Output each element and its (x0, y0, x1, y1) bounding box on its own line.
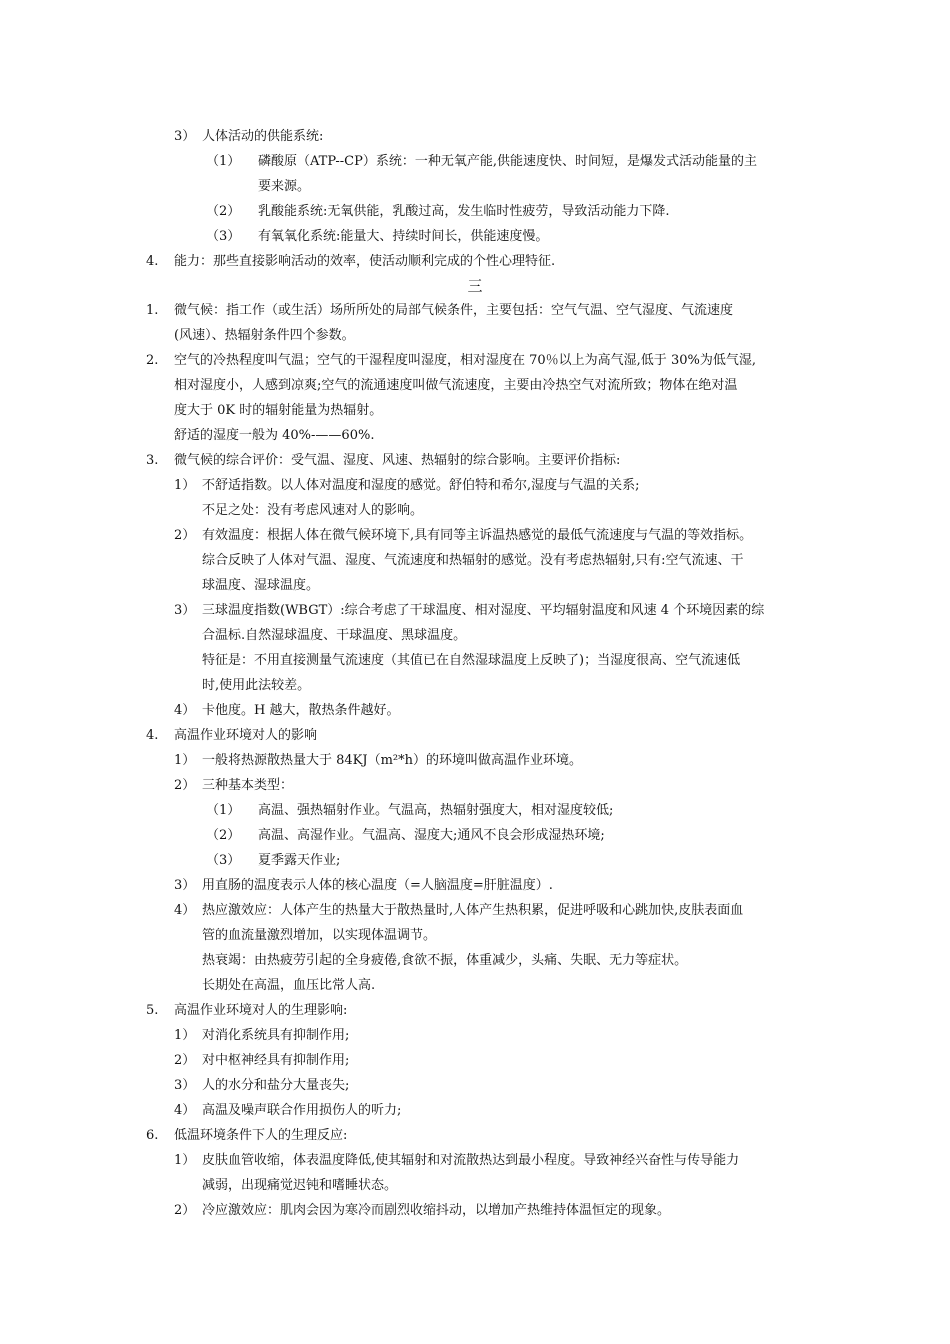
list-number: 2） (174, 1203, 196, 1218)
text-line: 夏季露天作业; (258, 853, 341, 868)
list-number: 5. (146, 1003, 159, 1018)
text-line: 三球温度指数(WBGT）:综合考虑了干球温度、相对湿度、平均辐射温度和风速 4 个环境因素的综 (202, 603, 765, 618)
text-line: 磷酸原（ATP--CP）系统：一种无氧产能,供能速度快、时间短，是爆发式活动能量的主 (258, 154, 757, 169)
list-number: 2. (146, 353, 159, 368)
list-number: （1） (206, 154, 241, 169)
text-line: 有氧氧化系统:能量大、持续时间长，供能速度慢。 (258, 229, 549, 244)
list-number: 1. (146, 303, 159, 318)
text-line: 长期处在高温，血压比常人高. (202, 978, 376, 993)
text-line: 微气候的综合评价：受气温、湿度、风速、热辐射的综合影响。主要评价指标: (174, 453, 621, 468)
list-number: 3） (174, 129, 196, 144)
text-line: 对中枢神经具有抑制作用; (202, 1053, 350, 1068)
list-number: 1） (174, 478, 196, 493)
text-line: 高温作业环境对人的影响 (174, 728, 318, 743)
text-line: 有效温度：根据人体在微气候环境下,具有同等主诉温热感觉的最低气流速度与气温的等效指标。 (202, 528, 753, 543)
list-number: （2） (206, 204, 241, 219)
text-line: 特征是：不用直接测量气流速度（其值已在自然湿球温度上反映了)；当湿度很高、空气流速低 (202, 653, 741, 668)
list-number: 1） (174, 1028, 196, 1043)
list-number: 4） (174, 703, 196, 718)
list-number: 1） (174, 753, 196, 768)
list-number: 4. (146, 254, 159, 269)
text-line: 高温及噪声联合作用损伤人的听力; (202, 1103, 402, 1118)
list-number: 3） (174, 878, 196, 893)
list-number: 3） (174, 1078, 196, 1093)
list-number: 4） (174, 1103, 196, 1118)
text-line: 人体活动的供能系统: (202, 129, 324, 144)
list-number: 2） (174, 778, 196, 793)
list-number: （2） (206, 828, 241, 843)
text-line: 高温、高湿作业。气温高、湿度大;通风不良会形成湿热环境; (258, 828, 605, 843)
text-line: 冷应激效应：肌肉会因为寒冷而剧烈收缩抖动，以增加产热维持体温恒定的现象。 (202, 1203, 671, 1218)
list-number: 6. (146, 1128, 159, 1143)
list-number: 2） (174, 1053, 196, 1068)
text-line: 度大于 0K 时的辐射能量为热辐射。 (174, 403, 383, 418)
text-line: 综合反映了人体对气温、湿度、气流速度和热辐射的感觉。没有考虑热辐射,只有:空气流速、干 (202, 553, 744, 568)
text-line: 用直肠的温度表示人体的核心温度（=人脑温度=肝脏温度）. (202, 878, 553, 893)
text-line: 球温度、湿球温度。 (202, 578, 320, 593)
list-number: 3） (174, 603, 196, 618)
text-line: 人的水分和盐分大量丧失; (202, 1078, 350, 1093)
text-line: 能力：那些直接影响活动的效率，使活动顺利完成的个性心理特征. (174, 254, 556, 269)
text-line: 热衰竭：由热疲劳引起的全身疲倦,食欲不振，体重减少，头痛、失眠、无力等症状。 (202, 953, 688, 968)
text-line: 合温标.自然湿球温度、干球温度、黑球温度。 (202, 628, 467, 643)
list-number: 1） (174, 1153, 196, 1168)
text-line: 皮肤血管收缩，体表温度降低,使其辐射和对流散热达到最小程度。导致神经兴奋性与传导能力 (202, 1153, 740, 1168)
list-number: 4） (174, 903, 196, 918)
list-number: （3） (206, 229, 241, 244)
text-line: 低温环境条件下人的生理反应: (174, 1128, 348, 1143)
list-number: （3） (206, 853, 241, 868)
text-line: 不舒适指数。以人体对温度和湿度的感觉。舒伯特和希尔,湿度与气温的关系; (202, 478, 640, 493)
text-line: 一般将热源散热量大于 84KJ（m²*h）的环境叫做高温作业环境。 (202, 753, 583, 768)
text-line: 空气的冷热程度叫气温；空气的干湿程度叫湿度，相对湿度在 70％以上为高气湿,低于 30%为低气湿, (174, 353, 756, 368)
text-line: (风速）、热辐射条件四个参数。 (174, 328, 355, 343)
list-number: 3. (146, 453, 159, 468)
text-line: 乳酸能系统:无氧供能，乳酸过高，发生临时性疲劳，导致活动能力下降. (258, 204, 670, 219)
text-line: 要来源。 (258, 179, 311, 194)
text-line: 热应激效应：人体产生的热量大于散热量时,人体产生热积累，促进呼吸和心跳加快,皮肤表面血 (202, 903, 744, 918)
list-number: 4. (146, 728, 159, 743)
text-line: 不足之处：没有考虑风速对人的影响。 (202, 503, 424, 518)
text-line: 减弱，出现痛觉迟钝和嗜睡状态。 (202, 1178, 398, 1193)
list-number: 2） (174, 528, 196, 543)
text-line: 舒适的湿度一般为 40%-——60%. (174, 428, 375, 443)
text-line: 微气候：指工作（或生活）场所所处的局部气候条件，主要包括：空气气温、空气湿度、气流速度 (174, 303, 734, 318)
text-line: 三种基本类型： (202, 778, 294, 793)
text-line: 卡他度。H 越大，散热条件越好。 (202, 703, 400, 718)
text-line: 时,使用此法较差。 (202, 678, 311, 693)
text-line: 管的血流量激烈增加，以实现体温调节。 (202, 928, 437, 943)
list-number: （1） (206, 803, 241, 818)
text-line: 高温作业环境对人的生理影响: (174, 1003, 348, 1018)
text-line: 高温、强热辐射作业。气温高，热辐射强度大，相对湿度较低; (258, 803, 614, 818)
section-heading: 三 (467, 277, 483, 295)
text-line: 相对湿度小，人感到凉爽;空气的流通速度叫做气流速度，主要由冷热空气对流所致；物体在绝对温 (174, 378, 738, 393)
text-line: 对消化系统具有抑制作用; (202, 1028, 350, 1043)
